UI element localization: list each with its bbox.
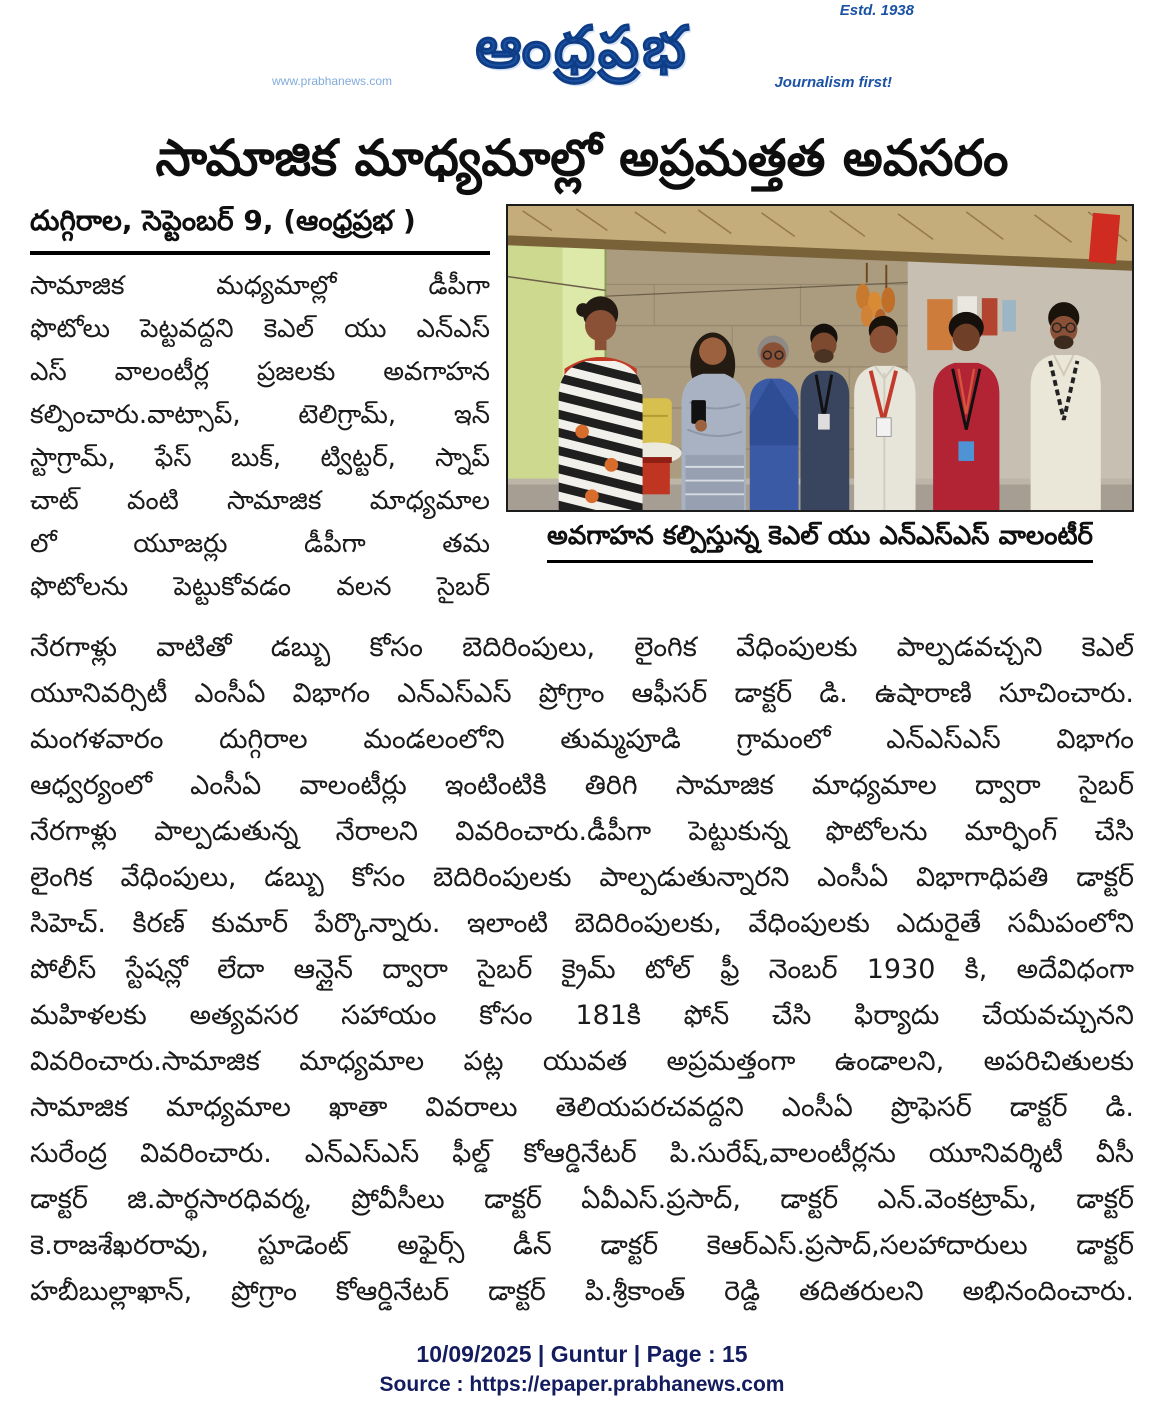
article-body	[30, 625, 1134, 1315]
text-line: మహిళలకు అత్యవసర సహాయం కోసం 181కి ఫోన్ చేసి ఫిర్యాదు చేయవచ్చునని	[30, 999, 1134, 1031]
page-footer	[0, 1341, 1164, 1397]
footer-meta: 10/09/2025 | Guntur | Page : 15	[416, 1340, 748, 1367]
news-photo	[506, 204, 1134, 512]
masthead-slogan: Journalism first!	[774, 74, 892, 91]
left-column-text	[30, 265, 490, 609]
article-top-section	[30, 204, 1134, 609]
text-line: కల్పించారు.వాట్సాప్, టెలిగ్రామ్, ఇన్	[30, 399, 490, 430]
phone	[691, 400, 706, 424]
hanging-cloth-orange	[927, 299, 952, 350]
photo-illustration	[508, 206, 1132, 510]
text-line: ఫొటోలను పెట్టుకోవడం వలన సైబర్	[30, 571, 490, 602]
text-line: హబీబుల్లాఖాన్, ప్రోగ్రాం కోఆర్డినేటర్ డాక్టర్ పి.శ్రీకాంత్ రెడ్డి తదితరులని అభినందించారు.	[30, 1275, 1134, 1307]
text-line: యూనివర్సిటీ ఎంసీఏ విభాగం ఎన్ఎస్ఎస్ ప్రోగ్రాం ఆఫీసర్ డాక్టర్ డి. ఉషారాణి సూచించారు.	[30, 677, 1134, 709]
text-line: పోలీస్ స్టేషన్లో లేదా ఆన్లైన్ ద్వారా సైబర్ క్రైమ్ టోల్ ఫ్రీ నెంబర్ 1930 కి, అదేవిధంగా	[30, 953, 1134, 985]
red-flag	[1089, 212, 1120, 263]
text-line: ఎస్ వాలంటీర్ల ప్రజలకు అవగాహన	[30, 356, 490, 387]
newspaper-logo: ఆంధ్రప్రభ	[475, 13, 689, 81]
text-line: లైంగిక వేధింపులు, డబ్బు కోసం బెదిరింపులకు పాల్పడుతున్నారని ఎంసీఏ విభాగాధిపతి డాక్టర్	[30, 861, 1134, 893]
left-column	[30, 204, 490, 609]
hanging-cloth-blue	[1002, 300, 1016, 331]
footer-source: Source : https://epaper.prabhanews.com	[379, 1372, 785, 1396]
text-line: సామాజిక మధ్యమాల్లో డీపీగా	[30, 270, 490, 301]
masthead-website: www.prabhanews.com	[272, 74, 393, 88]
text-line: స్టాగ్రామ్, ఫేస్ బుక్, ట్విట్టర్, స్నాప్	[30, 442, 490, 473]
text-line: సిహెచ్. కిరణ్ కుమార్ పేర్కొన్నారు. ఇలాంటి బెదిరింపులకు, వేధింపులకు ఎదురైతే సమీపంలోని	[30, 907, 1134, 939]
masthead	[232, 0, 932, 108]
text-line: సురేంద్ర వివరించారు. ఎన్ఎస్ఎస్ ఫీల్డ్ కోఆర్డినేటర్ పి.సురేష్,వాలంటీర్లను యూనివర్శిటీ వీసీ	[30, 1137, 1134, 1169]
text-line: నేరగాళ్లు వాటితో డబ్బు కోసం బెదిరింపులు, లైంగిక వేధింపులకు పాల్పడవచ్చని కెఎల్	[30, 631, 1134, 663]
text-line: సామాజిక మాధ్యమాల ఖాతా వివరాలు తెలియపరచవద్దని ఎంసీఏ ప్రొఫెసర్ డాక్టర్ డి.	[30, 1091, 1134, 1123]
photo-caption: అవగాహన కల్పిస్తున్న కెఎల్ యు ఎన్ఎస్ఎస్ వాలంటీర్	[547, 521, 1093, 563]
text-line: ఫొటోలు పెట్టవద్దని కెఎల్ యు ఎన్ఎస్	[30, 313, 490, 344]
article-headline: సామాజిక మాధ్యమాల్లో అప్రమత్తత అవసరం	[155, 129, 1009, 187]
dateline: దుగ్గిరాల, సెప్టెంబర్ 9, (ఆంధ్రప్రభ )	[30, 204, 490, 255]
text-line: వివరించారు.సామాజిక మాధ్యమాల పట్ల యువత అప్రమత్తంగా ఉండాలని, అపరిచితులకు	[30, 1045, 1134, 1077]
id-badge	[958, 441, 974, 461]
text-line: మంగళవారం దుగ్గిరాల మండలంలోని తుమ్మపూడి గ్రామంలో ఎన్ఎస్ఎస్ విభాగం	[30, 723, 1134, 755]
text-line: ఆధ్వర్యంలో ఎంసీఏ వాలంటీర్లు ఇంటింటికి తిరిగి సామాజిక మాధ్యమాల ద్వారా సైబర్	[30, 769, 1134, 801]
text-line: నేరగాళ్లు పాల్పడుతున్న నేరాలని వివరించారు.డీపీగా పెట్టుకున్న ఫొటోలను మార్ఫింగ్ చేసి	[30, 815, 1134, 847]
hanging-cloth-red	[982, 298, 998, 335]
photo-caption-row	[506, 521, 1134, 567]
text-line: కె.రాజశేఖరరావు, స్టూడెంట్ అఫైర్స్ డీన్ డాక్టర్ కెఆర్ఎస్.ప్రసాద్,సలహాదారులు డాక్టర్	[30, 1229, 1134, 1261]
text-line: చాట్ వంటి సామాజిక మాధ్యమాల	[30, 485, 490, 516]
article-photo-block	[506, 204, 1134, 609]
text-line: లో యూజర్లు డీపీగా తమ	[30, 528, 490, 559]
estd-text: Estd. 1938	[839, 2, 914, 19]
text-line: డాక్టర్ జి.పార్థసారధివర్మ, ప్రోవీసీలు డాక్టర్ ఏవీఎస్.ప్రసాద్, డాక్టర్ ఎన్.వెంకట్రామ్, డాక్టర్	[30, 1183, 1134, 1215]
